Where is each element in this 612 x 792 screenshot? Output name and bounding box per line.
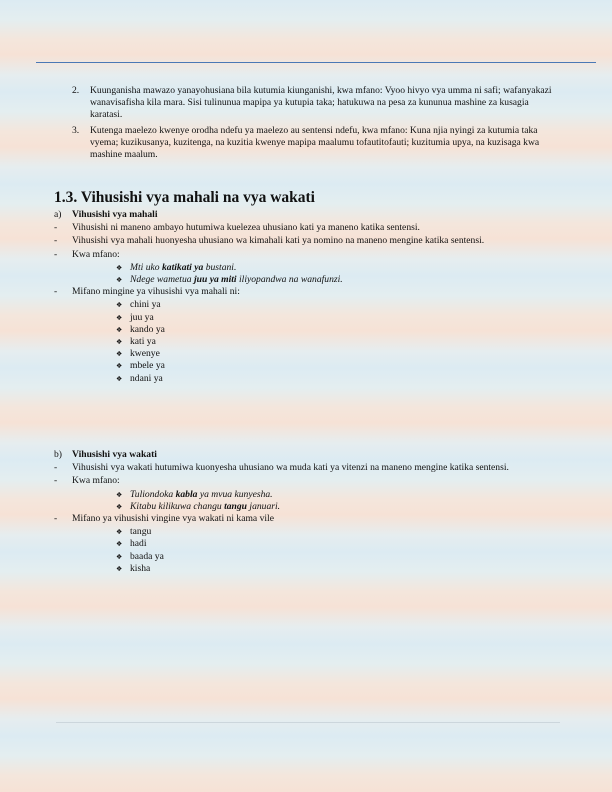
- diamond-bullet-icon: ❖: [116, 276, 123, 285]
- numbered-list: [72, 85, 552, 164]
- examples-intro: - Kwa mfano:: [54, 248, 120, 260]
- more-examples-intro: - Mifano ya vihusishi vingine vya wakati ni kama vile: [54, 513, 274, 525]
- list-item: ❖ kwenye: [116, 348, 160, 360]
- diamond-bullet-icon: ❖: [116, 552, 123, 561]
- diamond-bullet-icon: ❖: [116, 338, 123, 347]
- diamond-bullet-icon: ❖: [116, 490, 123, 499]
- list-item: ❖ ndani ya: [116, 372, 163, 384]
- footer-rule: [56, 722, 560, 723]
- diamond-bullet-icon: ❖: [116, 313, 123, 322]
- diamond-bullet-icon: ❖: [116, 374, 123, 383]
- section-time-prepositions: [54, 449, 554, 575]
- list-item: 3. Kutenga maelezo kwenye orodha ndefu ya maelezo au sentensi ndefu, kwa mfano: Kuna njia nyingi za kutumia taka vyema; kuzikusanya, kuzitenga, na kuzitia kwenye mapipa maalumu tofautitofauti; kuzitumia upya, na kuzisaga kwa mashine maalum.: [72, 124, 540, 161]
- list-item: 2. Kuunganisha mawazo yanayohusiana bila kutumia kiunganishi, kwa mfano: Vyoo hivyo vya umma ni safi; wafanyakazi wanavisafisha kila mara. Sisi tulinunua mapipa ya kutupia taka; hatukuwa na pesa za kununua mashine za kusagia karatasi.: [72, 85, 552, 121]
- preposition-list: [54, 299, 554, 384]
- paragraph: - Vihusishi ni maneno ambayo hutumiwa kuelezea uhusiano kati ya maneno katika sentensi.: [54, 222, 420, 234]
- subsection-title: a) Vihusishi vya mahali: [54, 209, 158, 220]
- section-heading: 1.3. Vihusishi vya mahali na vya wakati: [54, 189, 315, 206]
- list-item: ❖ juu ya: [116, 311, 154, 323]
- subsection-title: b) Vihusishi vya wakati: [54, 449, 157, 460]
- diamond-bullet-icon: ❖: [116, 350, 123, 359]
- list-item: ❖ hadi: [116, 538, 147, 550]
- list-item: ❖ tangu: [116, 526, 152, 538]
- examples-intro: - Kwa mfano:: [54, 475, 120, 487]
- header-rule: [36, 62, 596, 63]
- section-place-prepositions: [54, 209, 554, 385]
- example-sentence: ❖ Ndege wametua juu ya miti iliyopandwa na wanafunzi.: [116, 274, 343, 286]
- diamond-bullet-icon: ❖: [116, 502, 123, 511]
- paragraph: - Vihusishi vya mahali huonyesha uhusiano wa kimahali kati ya nomino na maneno mengine katika sentensi.: [54, 235, 485, 247]
- diamond-bullet-icon: ❖: [116, 263, 123, 272]
- diamond-bullet-icon: ❖: [116, 325, 123, 334]
- paragraph: - Vihusishi vya wakati hutumiwa kuonyesha uhusiano wa muda kati ya vitenzi na maneno mengine katika sentensi.: [54, 462, 509, 474]
- preposition-list: [54, 526, 554, 575]
- list-item: ❖ kisha: [116, 562, 151, 574]
- list-item: ❖ kati ya: [116, 336, 156, 348]
- diamond-bullet-icon: ❖: [116, 564, 123, 573]
- example-sentence: ❖ Kitabu kilikuwa changu tangu januari.: [116, 500, 281, 512]
- diamond-bullet-icon: ❖: [116, 528, 123, 537]
- example-sentence: ❖ Mti uko katikati ya bustani.: [116, 261, 237, 273]
- example-list: [54, 489, 554, 513]
- example-list: [54, 262, 554, 286]
- example-sentence: ❖ Tuliondoka kabla ya mvua kunyesha.: [116, 488, 273, 500]
- list-item: ❖ kando ya: [116, 323, 165, 335]
- diamond-bullet-icon: ❖: [116, 362, 123, 371]
- more-examples-intro: - Mifano mingine ya vihusishi vya mahali ni:: [54, 286, 240, 298]
- diamond-bullet-icon: ❖: [116, 301, 123, 310]
- list-item: ❖ baada ya: [116, 550, 164, 562]
- list-item: ❖ chini ya: [116, 299, 161, 311]
- list-item: ❖ mbele ya: [116, 360, 165, 372]
- diamond-bullet-icon: ❖: [116, 540, 123, 549]
